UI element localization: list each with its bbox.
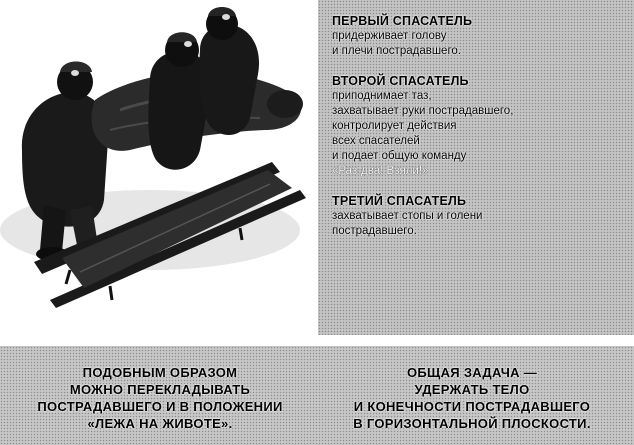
rescuer-one-title: ПЕРВЫЙ СПАСАТЕЛЬ	[332, 14, 473, 28]
common-task-line: В ГОРИЗОНТАЛЬНОЙ ПЛОСКОСТИ.	[353, 416, 591, 431]
prone-position-note	[10, 364, 310, 432]
rescuers-lifting-illustration	[0, 0, 318, 335]
common-task-line: И КОНЕЧНОСТИ ПОСТРАДАВШЕГО	[353, 399, 591, 414]
rescuer-three-title: ТРЕТИЙ СПАСАТЕЛЬ	[332, 194, 467, 208]
prone-note-line: ПОДОБНЫМ ОБРАЗОМ	[82, 365, 238, 380]
rescuer-one-block	[332, 14, 626, 59]
rescuer-two-block	[332, 74, 626, 179]
rescuer-two-line: контролирует действия	[332, 120, 457, 132]
common-task-note	[322, 364, 622, 432]
rescuer-one-line: и плечи пострадавшего.	[332, 45, 461, 57]
rescuer-two-command: «Раз-два! Взяли!»	[332, 165, 429, 177]
rescuer-two-line: захватывает руки пострадавшего,	[332, 105, 514, 117]
common-task-line: ОБЩАЯ ЗАДАЧА —	[406, 365, 538, 380]
bottom-notes-band	[0, 346, 634, 445]
rescuer-one-line: придерживает голову	[332, 30, 447, 42]
prone-note-line: «ЛЕЖА НА ЖИВОТЕ».	[87, 416, 233, 431]
rescuer-instructions-panel	[318, 0, 634, 335]
rescuer-two-line: и подает общую команду	[332, 150, 467, 162]
prone-note-line: ПОСТРАДАВШЕГО И В ПОЛОЖЕНИИ	[37, 399, 283, 414]
prone-note-line: МОЖНО ПЕРЕКЛАДЫВАТЬ	[69, 382, 251, 397]
rescuer-two-line: всех спасателей	[332, 135, 420, 147]
rescuer-three-line: пострадавшего.	[332, 225, 417, 237]
common-task-line: УДЕРЖАТЬ ТЕЛО	[414, 382, 530, 397]
rescuer-three-line: захватывает стопы и голени	[332, 210, 483, 222]
rescuer-two-title: ВТОРОЙ СПАСАТЕЛЬ	[332, 74, 469, 88]
rescuer-two-line: приподнимает таз,	[332, 90, 432, 102]
rescuer-three-block	[332, 194, 626, 239]
